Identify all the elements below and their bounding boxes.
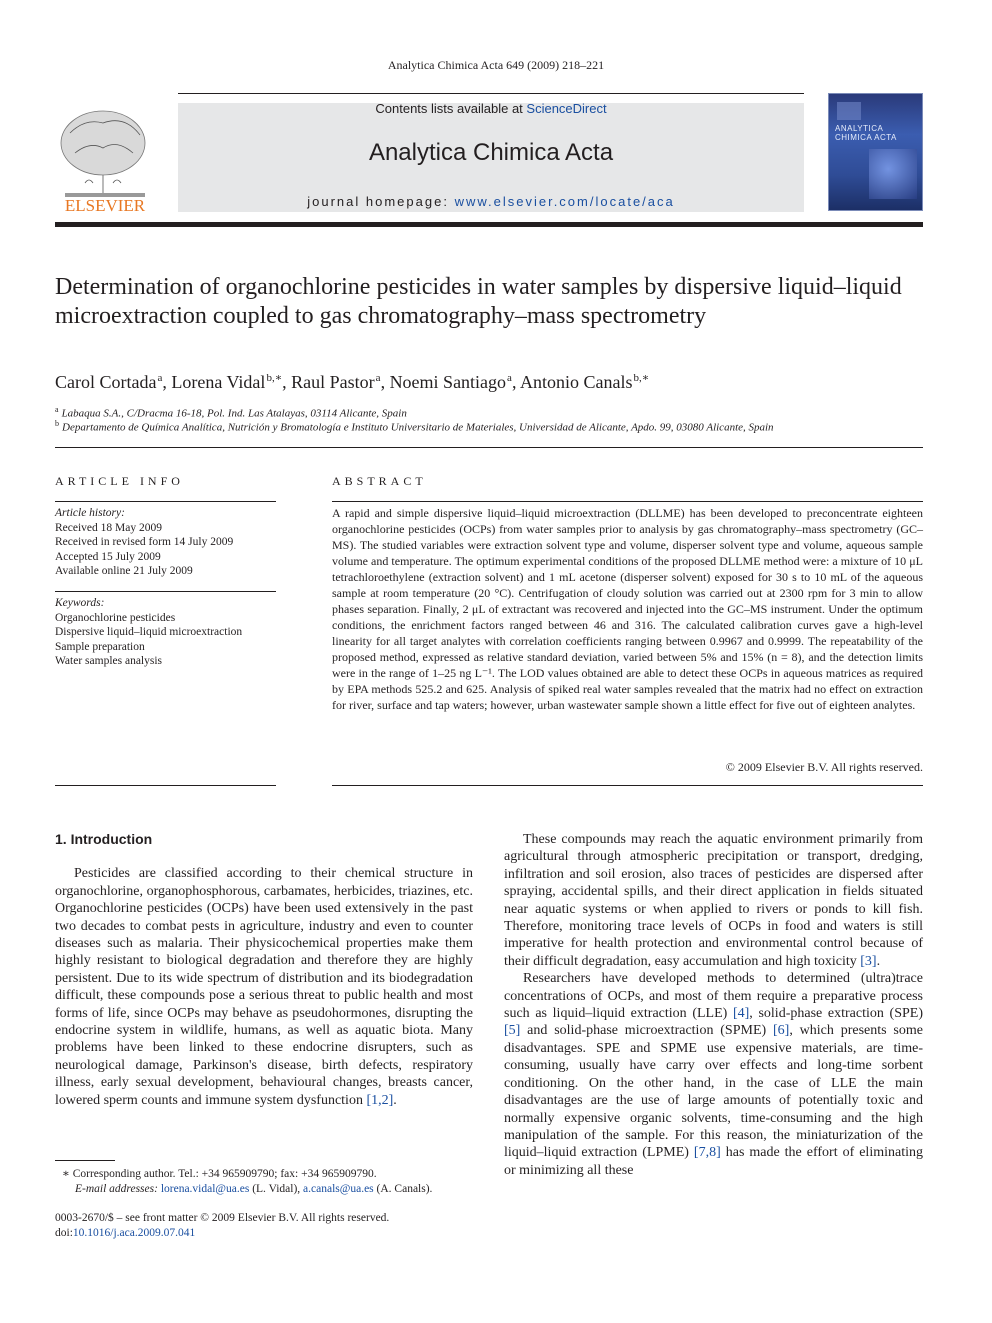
running-head: Analytica Chimica Acta 649 (2009) 218–221: [387, 58, 605, 72]
contents-line: [178, 101, 804, 116]
contents-prefix: Contents lists available at: [375, 101, 527, 116]
author: Carol Cortada$^a$: [55, 372, 163, 392]
footnote-corresponding: ∗ Corresponding author. Tel.: +34 965909790; fax: +34 965909790.: [62, 1168, 377, 1180]
header-thick-rule: [55, 222, 923, 227]
author: Raul Pastor$^a$: [291, 372, 381, 392]
citation-link[interactable]: [3]: [860, 953, 877, 969]
citation-link[interactable]: [6]: [773, 1023, 790, 1039]
article-info-heading: ARTICLE INFO: [55, 474, 184, 488]
cover-title: ANALYTICA CHIMICA ACTA: [835, 124, 897, 142]
citation-link[interactable]: [4]: [732, 1006, 750, 1022]
sciencedirect-link[interactable]: ScienceDirect: [526, 101, 607, 116]
author-list: Carol Cortada$^a$, Lorena Vidal$^{b,∗}$, Raul Pastor$^a$, Noemi Santiago$^a$, Antonio Canals$^{b,∗}$: [55, 372, 650, 392]
divider: [332, 501, 923, 502]
divider: [55, 447, 923, 448]
copyright: © 2009 Elsevier B.V. All rights reserved.: [725, 760, 923, 774]
tree-icon: [55, 103, 155, 215]
divider: [55, 501, 276, 502]
footnote-emails: E-mail addresses: lorena.vidal@ua.es (L. Vidal), a.canals@ua.es (A. Canals).: [75, 1183, 433, 1195]
doi-link[interactable]: 10.1016/j.aca.2009.07.041: [72, 1227, 196, 1239]
elsevier-logo: [55, 103, 155, 215]
article-history: Article history: Received 18 May 2009 Received in revised form 14 July 2009 Accepted 15 July 2009 Available online 21 July 2009: [55, 507, 234, 577]
divider: [55, 591, 276, 592]
affiliation: $^b$ Departamento de Química Analítica, Nutrición y Bromatología e Instituto Universitario de Materiales, Universidad de Alicante, Apdo. 99, 03080 Alicante, Spain: [55, 419, 774, 434]
homepage-prefix: journal homepage:: [307, 194, 455, 209]
right-column: [504, 831, 923, 1179]
issn-line: 0003-2670/$ – see front matter © 2009 Elsevier B.V. All rights reserved.: [55, 1212, 390, 1224]
journal-name: Analytica Chimica Acta: [368, 139, 614, 166]
divider: [55, 785, 276, 786]
article-title: Determination of organochlorine pesticides in water samples by dispersive liquid–liquid microextraction coupled to gas chromatography–mass spectrometry: [55, 274, 902, 329]
divider: [332, 785, 923, 786]
header-rule: [178, 93, 804, 94]
author: Lorena Vidal$^{b,∗}$: [171, 372, 283, 392]
doi-line: doi:10.1016/j.aca.2009.07.041: [55, 1227, 196, 1239]
citation-link[interactable]: [7,8]: [693, 1145, 721, 1161]
paragraph: These compounds may reach the aquatic environment primarily from agricultural through atmospheric precipitation or transport, dredging, infiltration and soil erosion, also traces of pesticides are dispersed after spraying, accidental spills, and their direct application in fields situated near aquatic systems or when applied to rivers or ponds to kill fish. Therefore, monitoring trace levels of OCPs in food and waters is still imperative for health protection and environmental control because of their difficult degradation, easy accumulation and high toxicity [3].: [504, 832, 923, 969]
homepage-link[interactable]: www.elsevier.com/locate/aca: [454, 194, 675, 209]
citation-link[interactable]: [5]: [504, 1023, 521, 1039]
section-heading: 1. Introduction: [55, 831, 153, 847]
affiliation: $^a$ Labaqua S.A., C/Dracma 16-18, Pol. Ind. Las Atalayas, 03114 Alicante, Spain: [55, 405, 407, 420]
footnote-rule: [55, 1160, 115, 1161]
journal-cover-image: [828, 93, 923, 211]
author: Noemi Santiago$^a$: [389, 372, 512, 392]
abstract-heading: ABSTRACT: [332, 474, 427, 488]
email-link[interactable]: lorena.vidal@ua.es: [160, 1183, 250, 1195]
author: Antonio Canals$^{b,∗}$: [519, 372, 650, 392]
paragraph: Pesticides are classified according to their chemical structure in organochlorine, organophosphorous, carbamates, herbicides, triazines, etc. Organochlorine pesticides (OCPs) have been used extensively in the past two decades to combat pests in agriculture, industry and even to counter diseases such as malaria. Their physicochemical properties make them highly resistant to biological degradation and therefore they are highly persistent. Due to its wide spectrum of distribution and its biodegradation difficult, these compounds pose a serious threat to public health and most forms of life, since OCPs may behave as pseudohormones, disrupting the endocrine system in wildlife, humans, as well as aquatic biota. Many problems have been linked to these endocrine disrupters, such as neurological damage, Parkinson's disease, birth defects, respiratory illness, early sexual development, behavioural changes, breasts cancer, lowered sperm counts and immune system dysfunction [1,2].: [55, 866, 473, 1108]
keywords: Keywords: Organochlorine pesticides Dispersive liquid–liquid microextraction Sample preparation Water samples analysis: [55, 597, 243, 667]
publisher-wordmark: ELSEVIER: [64, 196, 146, 215]
journal-homepage: [178, 194, 804, 209]
abstract-text: A rapid and simple dispersive liquid–liquid microextraction (DLLME) has been developed to preconcentrate eighteen organochlorine pesticides (OCPs) from water samples prior to analysis by gas chromatography–mass spectrometry (GC–MS). The studied variables were extraction solvent type and volume, disperser solvent type and volume, aqueous sample volume and temperature. The optimum experimental conditions of the proposed DLLME method were: a mixture of 10 μL tetrachloroethylene (extraction solvent) and 1 mL acetone (disperser solvent) exposed for 30 s to 10 mL of the aqueous sample at room temperature (20 °C). Centrifugation of cloudy solution was carried out at 2300 rpm for 3 min to allow phases separation. Finally, 2 μL of extractant was recovered and injected into the GC–MS instrument. Under the optimum conditions, the enrichment factors ranged between 46 and 316. The calculated calibration curves gave a high-level linearity for all target analytes with correlation coefficients ranging between 0.9967 and 0.9999. The repeatability of the proposed method, expressed as relative standard deviation, varied between 5% and 15% (n = 8), and the detection limits were in the range of 1–25 ng L⁻¹. The LOD values obtained are able to detect these OCPs in aqueous matrices as required by EPA methods 525.2 and 625. Analysis of spiked real water samples revealed that the matrix had no effect on extraction for river, surface and tap waters; however, urban wastewater sample shown a little effect for five out of eighteen analytes.: [332, 506, 923, 712]
left-column: [55, 831, 473, 1109]
citation-link[interactable]: [1,2]: [366, 1092, 394, 1108]
email-link[interactable]: a.canals@ua.es: [303, 1183, 374, 1195]
paragraph: Researchers have developed methods to determined (ultra)trace concentrations of OCPs, and most of them require a preparative process such as liquid–liquid extraction (LLE) [4], solid-phase extraction (SPE) [5] and solid-phase microextraction (SPME) [6], which presents some disadvantages. SPE and SPME use expensive materials, are time-consuming, usually have carry over effects and long-time sorbent conditioning. On the other hand, in the case of LLE the main disadvantages are the use of large amounts of potentially toxic and normally expensive organic solvents, time-consuming and the high manipulation of the sample. For this reason, the miniaturization of the liquid–liquid extraction (LPME) [7,8] has made the effort of eliminating or minimizing all these: [504, 971, 923, 1178]
